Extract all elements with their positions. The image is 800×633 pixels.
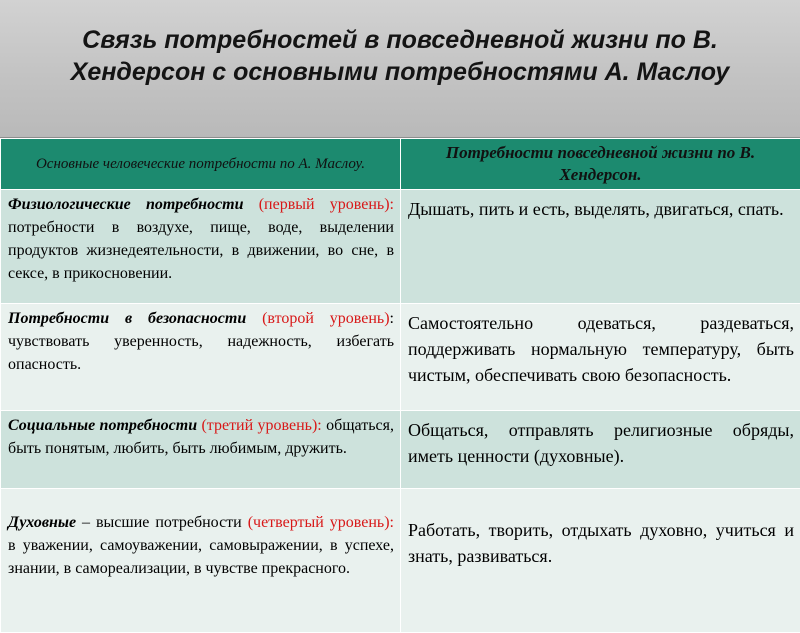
need-level: (третий уровень): <box>197 417 322 434</box>
need-description: потребности в воздухе, пище, воде, выделении продуктов жизнедеятельности, в движении, во сне, в сексе, в прикосновении. <box>8 219 394 282</box>
need-category: Потребности в безопасности <box>8 310 246 327</box>
table-row <box>1 489 800 633</box>
need-level: (второй уровень) <box>246 310 389 327</box>
need-category: Социальные потребности <box>8 417 197 434</box>
henderson-cell: Работать, творить, отдыхать духовно, учиться и знать, развиваться. <box>401 489 800 633</box>
need-level: (четвертый уровень): <box>248 514 394 531</box>
header-maslow: Основные человеческие потребности по А. Маслоу. <box>1 139 401 190</box>
maslow-cell <box>1 411 401 489</box>
maslow-cell <box>1 304 401 411</box>
need-category: Физиологические потребности <box>8 196 244 213</box>
henderson-cell: Дышать, пить и есть, выделять, двигаться, спать. <box>401 190 800 304</box>
table-row <box>1 411 800 489</box>
need-description: общаться, быть понятым, любить, быть любимым, дружить. <box>8 417 394 457</box>
need-category: Духовные <box>8 514 76 531</box>
table-row <box>1 190 800 304</box>
maslow-cell <box>1 190 401 304</box>
maslow-cell <box>1 489 401 633</box>
need-dash-text: – высшие потребности <box>76 514 248 531</box>
slide-title: Связь потребностей в повседневной жизни по В. Хендерсон с основными потребностями А. Маслоу <box>40 24 760 88</box>
title-banner <box>0 0 800 139</box>
header-henderson: Потребности повседневной жизни по В. Хендерсон. <box>401 139 800 190</box>
need-description: : чувствовать уверенность, надежность, избегать опасность. <box>8 310 394 373</box>
need-level: (первый уровень): <box>244 196 394 213</box>
henderson-cell: Общаться, отправлять религиозные обряды, иметь ценности (духовные). <box>401 411 800 489</box>
table-row <box>1 304 800 411</box>
table-header-row <box>1 139 800 190</box>
henderson-cell: Самостоятельно одеваться, раздеваться, поддерживать нормальную температуру, быть чистым, обеспечивать свою безопасность. <box>401 304 800 411</box>
need-description: в уважении, самоуважении, самовыражении, в успехе, знании, в самореализации, в чувстве прекрасного. <box>8 537 394 577</box>
needs-comparison-table <box>0 138 800 633</box>
